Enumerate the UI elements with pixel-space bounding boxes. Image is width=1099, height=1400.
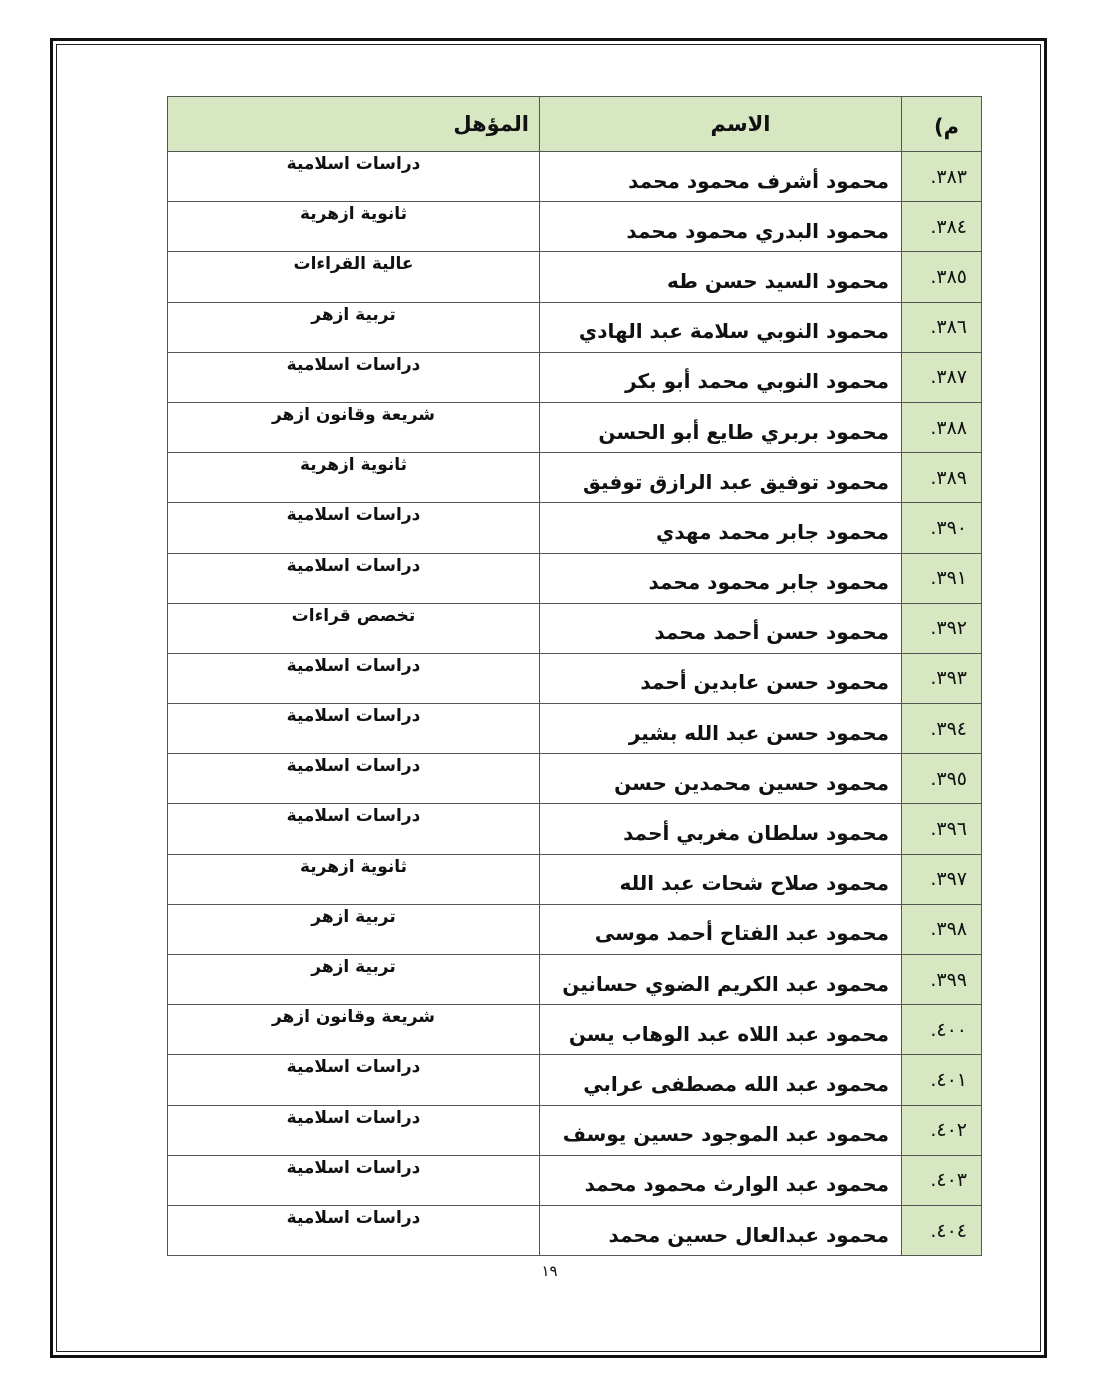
row-qualification: ثانوية ازهرية [168,202,540,252]
row-qualification: دراسات اسلامية [168,1105,540,1155]
row-number: ٤٠١. [902,1055,982,1105]
row-qualification: تربية ازهر [168,302,540,352]
row-number: ٣٩٧. [902,854,982,904]
table-row [168,202,982,252]
table-row [168,252,982,302]
row-number: ٣٨٨. [902,402,982,452]
table-row [168,854,982,904]
row-name: محمود النوبي سلامة عبد الهادي [540,302,902,352]
row-number: ٣٩٢. [902,603,982,653]
row-number: ٣٩٠. [902,503,982,553]
row-number: ٣٩٩. [902,955,982,1005]
table-row [168,1005,982,1055]
row-number: ٤٠٢. [902,1105,982,1155]
row-qualification: دراسات اسلامية [168,352,540,402]
row-name: محمود البدري محمود محمد [540,202,902,252]
row-name: محمود سلطان مغربي أحمد [540,804,902,854]
row-qualification: ثانوية ازهرية [168,453,540,503]
page-number: ١٩ [541,1262,558,1280]
row-name: محمود حسن أحمد محمد [540,603,902,653]
table-row [168,352,982,402]
row-number: ٣٨٩. [902,453,982,503]
row-number: ٣٨٥. [902,252,982,302]
table-row [168,503,982,553]
row-qualification: دراسات اسلامية [168,704,540,754]
row-name: محمود حسن عبد الله بشير [540,704,902,754]
table-row [168,1055,982,1105]
table-row [168,402,982,452]
table-row [168,653,982,703]
table-row [168,904,982,954]
row-number: ٣٨٤. [902,202,982,252]
table-body [168,152,982,1256]
row-qualification: دراسات اسلامية [168,152,540,202]
header-number: م) [902,97,982,152]
row-number: ٣٨٦. [902,302,982,352]
table-row [168,955,982,1005]
table-header-row [168,97,982,152]
table-row [168,1205,982,1255]
table-row [168,302,982,352]
row-name: محمود حسين محمدين حسن [540,754,902,804]
row-name: محمود جابر محمد مهدي [540,503,902,553]
row-name: محمود عبد الوارث محمود محمد [540,1155,902,1205]
row-name: محمود النوبي محمد أبو بكر [540,352,902,402]
row-qualification: دراسات اسلامية [168,553,540,603]
row-qualification: دراسات اسلامية [168,1155,540,1205]
row-number: ٣٩٣. [902,653,982,703]
row-qualification: دراسات اسلامية [168,1205,540,1255]
row-qualification: دراسات اسلامية [168,503,540,553]
row-name: محمود عبد الموجود حسين يوسف [540,1105,902,1155]
row-number: ٤٠٠. [902,1005,982,1055]
row-number: ٣٩٦. [902,804,982,854]
table-row [168,754,982,804]
row-name: محمود أشرف محمود محمد [540,152,902,202]
row-qualification: شريعة وقانون ازهر [168,402,540,452]
row-qualification: تربية ازهر [168,904,540,954]
table-row [168,1105,982,1155]
header-qualification: المؤهل [168,97,540,152]
row-name: محمود بربري طايع أبو الحسن [540,402,902,452]
row-name: محمود عبد اللاه عبد الوهاب يسن [540,1005,902,1055]
row-name: محمود عبد الكريم الضوي حسانين [540,955,902,1005]
row-qualification: دراسات اسلامية [168,754,540,804]
table-row [168,1155,982,1205]
row-name: محمود عبد الفتاح أحمد موسى [540,904,902,954]
row-name: محمود عبد الله مصطفى عرابي [540,1055,902,1105]
row-name: محمود توفيق عبد الرازق توفيق [540,453,902,503]
row-number: ٤٠٤. [902,1205,982,1255]
table-row [168,704,982,754]
row-qualification: ثانوية ازهرية [168,854,540,904]
row-name: محمود حسن عابدين أحمد [540,653,902,703]
table-row [168,453,982,503]
table-row [168,553,982,603]
row-qualification: تخصص قراءات [168,603,540,653]
row-name: محمود جابر محمود محمد [540,553,902,603]
row-number: ٤٠٣. [902,1155,982,1205]
row-number: ٣٨٧. [902,352,982,402]
row-qualification: تربية ازهر [168,955,540,1005]
row-name: محمود عبدالعال حسين محمد [540,1205,902,1255]
table-row [168,804,982,854]
row-qualification: دراسات اسلامية [168,804,540,854]
row-qualification: شريعة وقانون ازهر [168,1005,540,1055]
row-number: ٣٩١. [902,553,982,603]
row-name: محمود السيد حسن طه [540,252,902,302]
row-number: ٣٩٥. [902,754,982,804]
row-number: ٣٩٨. [902,904,982,954]
header-name: الاسم [540,97,902,152]
row-number: ٣٩٤. [902,704,982,754]
table-row [168,603,982,653]
row-qualification: دراسات اسلامية [168,653,540,703]
table-row [168,152,982,202]
roster-table [167,96,982,1256]
row-name: محمود صلاح شحات عبد الله [540,854,902,904]
row-qualification: عالية القراءات [168,252,540,302]
row-number: ٣٨٣. [902,152,982,202]
row-qualification: دراسات اسلامية [168,1055,540,1105]
